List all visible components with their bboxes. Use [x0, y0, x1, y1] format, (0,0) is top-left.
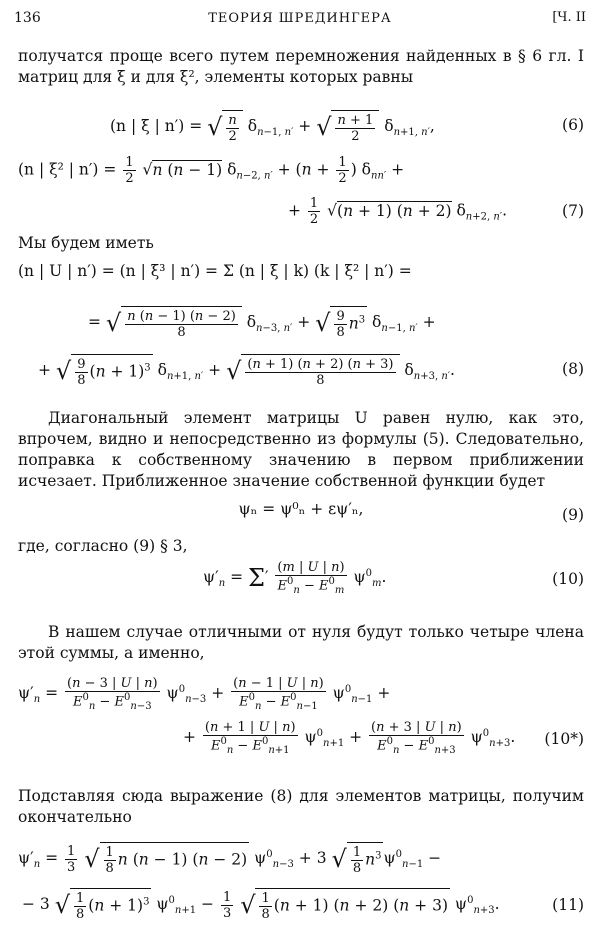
paragraph-1: получатся проще всего путем перемножения найденных в § 6 гл. I матриц для ξ и для ξ², элементы которых равны	[18, 47, 584, 86]
equation-8-line-1	[18, 262, 584, 294]
equation-8-number: (8)	[562, 360, 584, 378]
paragraph-5: В нашем случае отличными от нуля будут только четыре члена этой суммы, а именно,	[18, 623, 584, 662]
equation-11-line-1: $\psi'_n$ = $\frac{1}{3}$ √ $\frac{1}{8}$ n (n − 1) (n − 2) $\psi^0_{n-3} + 3$ √ $\frac{1}{8}$ $n^3$ $\psi^0_{n-1}$ −	[18, 843, 442, 876]
running-header	[14, 10, 586, 32]
equation-9-number: (9)	[562, 506, 584, 524]
equation-10-star-number: (10*)	[544, 730, 584, 748]
equation-6-lhs: (n | ξ | n′) =	[110, 117, 203, 135]
paragraph-3: Диагональный элемент матрицы U равен нулю, как это, впрочем, видно и непосредственно из формулы (5). Следовательно, поправка к собственному значению в первом приближении исчезает. Приближенное значение собственной функции будет	[18, 409, 584, 490]
equation-8-line-3: + √ $\frac{9}{8}$ $(n + 1)^3$ $\delta_{n+1, n'}$ + √ $\frac{(n + 1) (n + 2) (n + 3)}{8}$ $\delta_{n+3, n'}$. (8)	[18, 354, 584, 386]
equation-11-line-2: − 3 √ $\frac{1}{8}$ $(n + 1)^3$ $\psi^0_{n+1}$ − $\frac{1}{3}$ √ $\frac{1}{8}$ (n + 1) (n + 2) (n + 3) $\psi^0_{n+3}$. (11)	[22, 889, 584, 922]
equation-10-number: (10)	[552, 570, 584, 588]
equation-7-line-1: (n | ξ² | n′) = $\frac{1}{2}$ √n (n − 1) $\delta_{n-2, n'} + (n$ + $\frac{1}{2}$ ) $\delta_{nn'}$ +	[18, 155, 405, 186]
equation-6-number: (6)	[562, 116, 584, 134]
equation-9-body: ψₙ = ψ⁰ₙ + εψ′ₙ,	[238, 500, 364, 518]
equation-10-star-line-1: $\psi'_n$ = $\frac{(n - 3 | U | n)}{E^0_n - E^0_{n-3}}$ $\psi^0_{n-3}$ + $\frac{(n - 1 | U | n)}{E^0_n - E^0_{n-1}}$ $\psi^0_{n-1}$ +	[18, 676, 391, 712]
equation-7-lhs: (n | ξ² | n′) =	[18, 160, 117, 179]
equation-8-lhs: (n | U | n′) = (n | ξ³ | n′) = Σ (n | ξ | k) (k | ξ² | n′) =	[18, 262, 412, 280]
equation-11-number: (11)	[552, 896, 584, 914]
paragraph-6: Подставляя сюда выражение (8) для элементов матрицы, получим окончательно	[18, 787, 584, 826]
equation-10-star-line-2: + $\frac{(n + 1 | U | n)}{E^0_n - E^0_{n+1}}$ $\psi^0_{n+1}$ + $\frac{(n + 3 | U | n)}{E^0_n - E^0_{n+3}}$ $\psi^0_{n+3}$. (10*)	[183, 720, 584, 756]
equation-8-line-2: = √ $\frac{n (n - 1) (n - 2)}{8}$ $\delta_{n-3, n'}$ + √ $\frac{9}{8}$ $n^3$ $\delta_{n-1, n'}$ +	[18, 306, 584, 338]
running-title: ТЕОРИЯ ШРЕДИНГЕРА	[208, 11, 392, 26]
chapter-label: [Ч. II	[552, 10, 586, 25]
equation-9	[18, 500, 584, 532]
paragraph-2: Мы будем иметь	[18, 234, 154, 252]
equation-6: (n | ξ | n′) = √ $\frac{n}{2}$ $\delta_{n-1, n'}$ + √ $\frac{n + 1}{2}$ $\delta_{n+1, n'}$, (6)	[18, 110, 584, 142]
equation-7-line-2: + $\frac{1}{2}$ √(n + 1) (n + 2) $\delta_{n+2, n'}$. (7)	[288, 196, 584, 227]
equation-10: $\psi'_n = \Sigma'$ $\frac{(m | U | n)}{E^0_n - E^0_m}$ $\psi^0_m$. (10)	[203, 560, 584, 596]
equation-7-number: (7)	[562, 202, 584, 220]
paragraph-4: где, согласно (9) § 3,	[18, 537, 188, 555]
page-number: 136	[14, 10, 41, 26]
